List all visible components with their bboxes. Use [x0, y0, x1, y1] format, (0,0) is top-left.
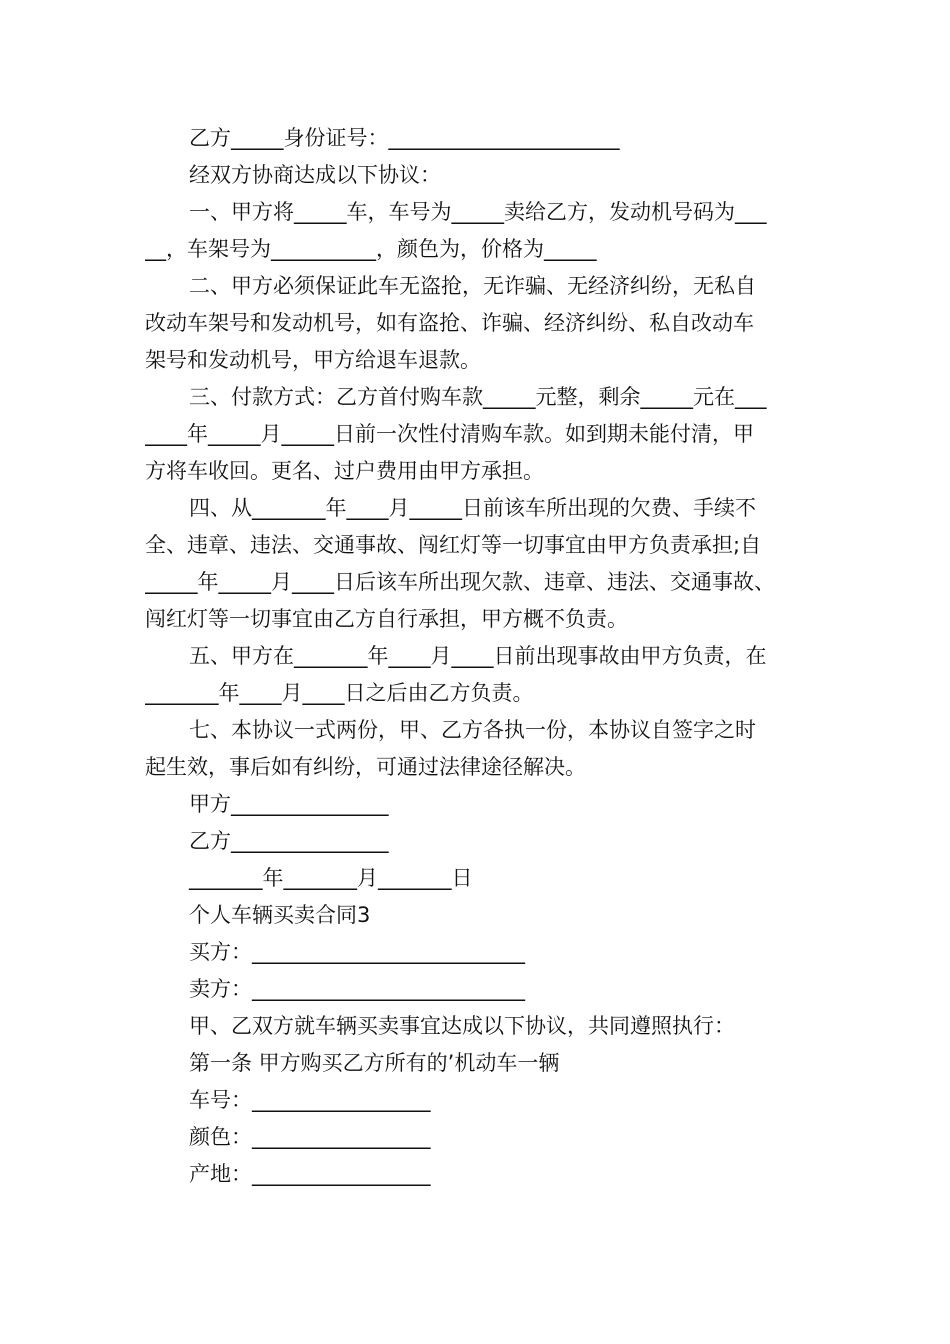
text-line: 七、本协议一式两份，甲、乙方各执一份，本协议自签字之时 [189, 718, 756, 742]
text-line: 产地：_________________ [189, 1162, 431, 1186]
text-line: 一、甲方将_____车，车号为_____卖给乙方，发动机号码为___ [189, 200, 767, 224]
text-line: 三、付款方式：乙方首付购车款_____元整，剩余_____元在___ [189, 385, 767, 409]
text-line: __，车架号为__________，颜色为，价格为_____ [145, 237, 597, 261]
text-line: 买方：__________________________ [189, 940, 525, 964]
text-line: 起生效，事后如有纠纷，可通过法律途径解决。 [145, 755, 586, 779]
text-line: 二、甲方必须保证此车无盗抢，无诈骗、无经济纠纷，无私自 [189, 274, 756, 298]
text-line: 甲方_______________ [189, 792, 389, 816]
text-line: 乙方_____身份证号：______________________ [189, 126, 620, 150]
text-line: 方将车收回。更名、过户费用由甲方承担。 [145, 459, 544, 483]
text-line: 卖方：__________________________ [189, 977, 525, 1001]
text-line: 颜色：_________________ [189, 1125, 431, 1149]
text-line: 闯红灯等一切事宜由乙方自行承担，甲方概不负责。 [145, 607, 628, 631]
text-line: 经双方协商达成以下协议： [189, 163, 441, 187]
text-line: 甲、乙双方就车辆买卖事宜达成以下协议，共同遵照执行： [189, 1014, 735, 1038]
text-line: 车号：_________________ [189, 1088, 431, 1112]
text-line: 四、从_______年____月_____日前该车所出现的欠费、手续不 [189, 496, 756, 520]
text-line: _______年_______月_______日 [189, 866, 473, 890]
text-line: ____年_____月_____日前一次性付清购车款。如到期未能付清，甲 [145, 422, 754, 446]
document-body [145, 120, 810, 1193]
text-line: 改动车架号和发动机号，如有盗抢、诈骗、经济纠纷、私自改动车 [145, 311, 754, 335]
text-line: 全、违章、违法、交通事故、闯红灯等一切事宜由甲方负责承担;自 [145, 533, 762, 557]
text-line: 第一条 甲方购买乙方所有的’机动车一辆 [189, 1051, 560, 1075]
text-line: _____年_____月____日后该车所出现欠款、违章、违法、交通事故、 [145, 570, 775, 594]
text-line: _______年____月____日之后由乙方负责。 [145, 681, 534, 705]
text-line: 个人车辆买卖合同3 [189, 903, 371, 927]
text-line: 架号和发动机号，甲方给退车退款。 [145, 348, 481, 372]
text-line: 五、甲方在_______年____月____日前出现事故由甲方负责，在 [189, 644, 767, 668]
text-line: 乙方_______________ [189, 829, 389, 853]
